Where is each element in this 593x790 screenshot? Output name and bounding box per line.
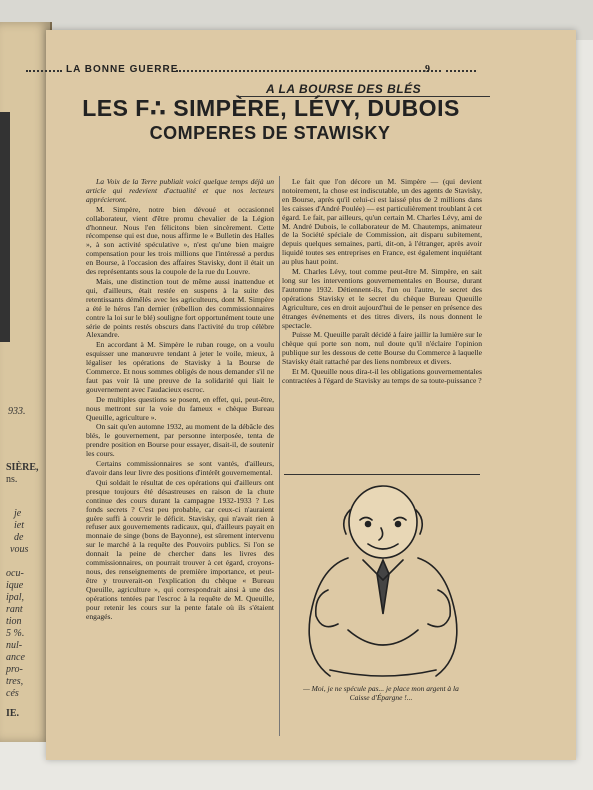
article-column-left [86, 178, 274, 622]
section-kicker: A LA BOURSE DES BLÉS [266, 82, 422, 96]
header-ornament [26, 70, 62, 72]
page-number: 9 [425, 64, 431, 75]
paragraph: Certains commissionnaires se sont vantés, d'ailleurs, d'avoir dans leur livre des positions d'intérêt gouvernemental. [86, 459, 274, 477]
facing-page-text: de [14, 532, 24, 543]
paragraph: De multiples questions se posent, en effet, qui, peut-être, nous mettront sur la voie du fameux « chèque Bureau Queuille, agriculture ». [86, 394, 274, 422]
paragraph: Le fait que l'on décore un M. Simpère — (qui devient notoirement, la chose est indiscutable, un des agents de Stavisky, en Bourse, après qu'il celui-ci est laissé plus de 2 millions dans les caisses d'André Poulée) — est particulièrement troublant à cet égard. Le fait, par ailleurs, qu'un certain M. Charles Lévy, ami de M. André Dubois, le collaborateur de M. Chautemps, animateur de la Société spéciale de Commission, ait disparu subitement, depuis quelques semaines, parti, dit-on, à l'étranger, après avoir liquidé toutes ses entreprises en France, est également inquiétant au plus haut point. [282, 177, 482, 267]
facing-page-text: 933. [8, 406, 26, 417]
facing-page-text: ipal, [6, 592, 25, 603]
facing-page-text: tion [6, 616, 22, 627]
facing-page-text: ique [6, 580, 24, 591]
paragraph: M. Simpère, notre bien dévoué et occasionnel collaborateur, vient d'être promu chevalier de la Légion d'honneur. Nous l'en félicitons bien sincèrement. Cette récompense qui est due, nous affirme le « Bulletin des Halles », à son activité spéculative », n'est qu'une bien maigre compensation pour les trois millions que l'intéressé a perdus en Bourse, à l'occasion des affaires Stavisky, dont il était un des représentants sous la coupole de la rue du Louvre. [86, 204, 274, 277]
publication-name: LA BONNE GUERRE [66, 64, 179, 75]
facing-page-text: je [14, 508, 22, 519]
paragraph: On sait qu'en automne 1932, au moment de la débâcle des blés, le gouvernement, par personne interposée, tenta de prendre position en Bourse pour essayer, disait-il, de soutenir les cours. [86, 422, 274, 459]
paragraph: Qui soldait le résultat de ces opérations qui d'ailleurs ont presque toujours été désastreuses en raison de la chute continue des cours durant la campagne 1932-1933 ? Les fonds secrets ? C'est peu probable, car ceux-ci n'auraient guère suffi à couvrir le déficit. Stavisky, qui n'avait rien à refuser aux gouvernements radicaux, qui, d'ailleurs payait en monnaie de singe (bons de Bayonne), est sûrement intervenu sur le marché à la requête des Pouvoirs publics. Si l'on se donnait la peine de chercher dans les livres des commissionnaires, on pourrait trouver à cet égard, croyons-nous, des renseignements de première importance, et peut-être y trouverait-on l'explication du chèque « Bureau Queuille, agriculture », qui correspondrait ainsi à une des opérations tentées par l'escroc à la requête de M. Queuille, pour retenir les cours sur la pente fatale où ils s'étaient engagés. [86, 477, 274, 621]
article-column-right [282, 178, 482, 387]
cartoon-illustration [288, 480, 478, 680]
header-ornament [176, 70, 441, 72]
paragraph: La Voix de la Terre publiait voici quelque temps déjà un article qui redevient d'actualité et que nos lecteurs apprécieront. [86, 177, 274, 204]
article-subheadline: COMPERES DE STAWISKY [149, 123, 391, 143]
facing-page-text: vous [10, 544, 29, 555]
facing-page-text: ocu- [6, 568, 24, 579]
facing-page-text: tres, [6, 676, 24, 687]
cartoon-caption: — Moi, je ne spécule pas... je place mon argent à la Caisse d'Épargne !... [303, 684, 459, 702]
paragraph: Et M. Queuille nous dira-t-il les obligations gouvernementales contractées à l'égard de Stavisky au temps de sa toute-puissance ? [282, 367, 482, 385]
facing-page-ornament [0, 112, 10, 342]
facing-page-text: pro- [6, 664, 23, 675]
column-separator [279, 176, 280, 736]
header-ornament [446, 70, 476, 72]
paragraph: Puisse M. Queuille paraît décidé à faire jaillir la lumière sur le chèque qui porte son nom, nul doute qu'il n'éclaire l'opinion publique sur les dessous de cette Bourse du Commerce à laquelle Stavisky était rattaché par des liens nombreux et divers. [282, 330, 482, 367]
running-header [26, 64, 461, 78]
facing-page-text: IE. [6, 708, 20, 719]
facing-page-text: ns. [6, 474, 18, 485]
paragraph: Mais, une distinction tout de même aussi inattendue et qui, d'ailleurs, était restée en suspens à la suite des retentissants démêlés avec les agriculteurs, dont M. Simpère a été le héros l'an dernier (rébellion des commissionnaires contre la loi sur le blé) souligne fort opportunément toute une série de points restés obscurs dans l'activité du trop célèbre Alexandre. [86, 276, 274, 340]
facing-page-text: 5 %. [6, 628, 25, 639]
article-headline: LES F∴ SIMPÈRE, LÉVY, DUBOIS [82, 95, 460, 121]
facing-page-text: iet [14, 520, 24, 531]
paragraph: En accordant à M. Simpère le ruban rouge, on a voulu esquisser une manœuvre tendant à jeter le voile, mieux, à légaliser les opérations de Stavisky à la Bourse de Commerce. Et nous sommes obligés de nous demander s'il ne faut pas voir là une preuve de la solidarité qui liait le gouvernement avec l'audacieux escroc. [86, 340, 274, 394]
facing-page-text: rant [6, 604, 23, 615]
facing-page [0, 22, 52, 742]
facing-page-text: ance [6, 652, 25, 663]
facing-page-text: SIÈRE, [6, 462, 39, 473]
cartoon-rule [284, 474, 480, 475]
paragraph: M. Charles Lévy, tout comme peut-être M. Simpère, en sait long sur les interventions gouvernementales en Bourse, durant l'automne 1932. Détiennent-ils, l'un ou l'autre, le secret des opérations Stavisky et le secret du chèque Bureau Queuille Agriculture, ces en droit aujourd'hui de le penser en présence des étranges événements et des titres divers, ils nous donnent le spectacle. [282, 267, 482, 330]
facing-page-text: cés [6, 688, 19, 699]
facing-page-text: nul- [6, 640, 23, 651]
